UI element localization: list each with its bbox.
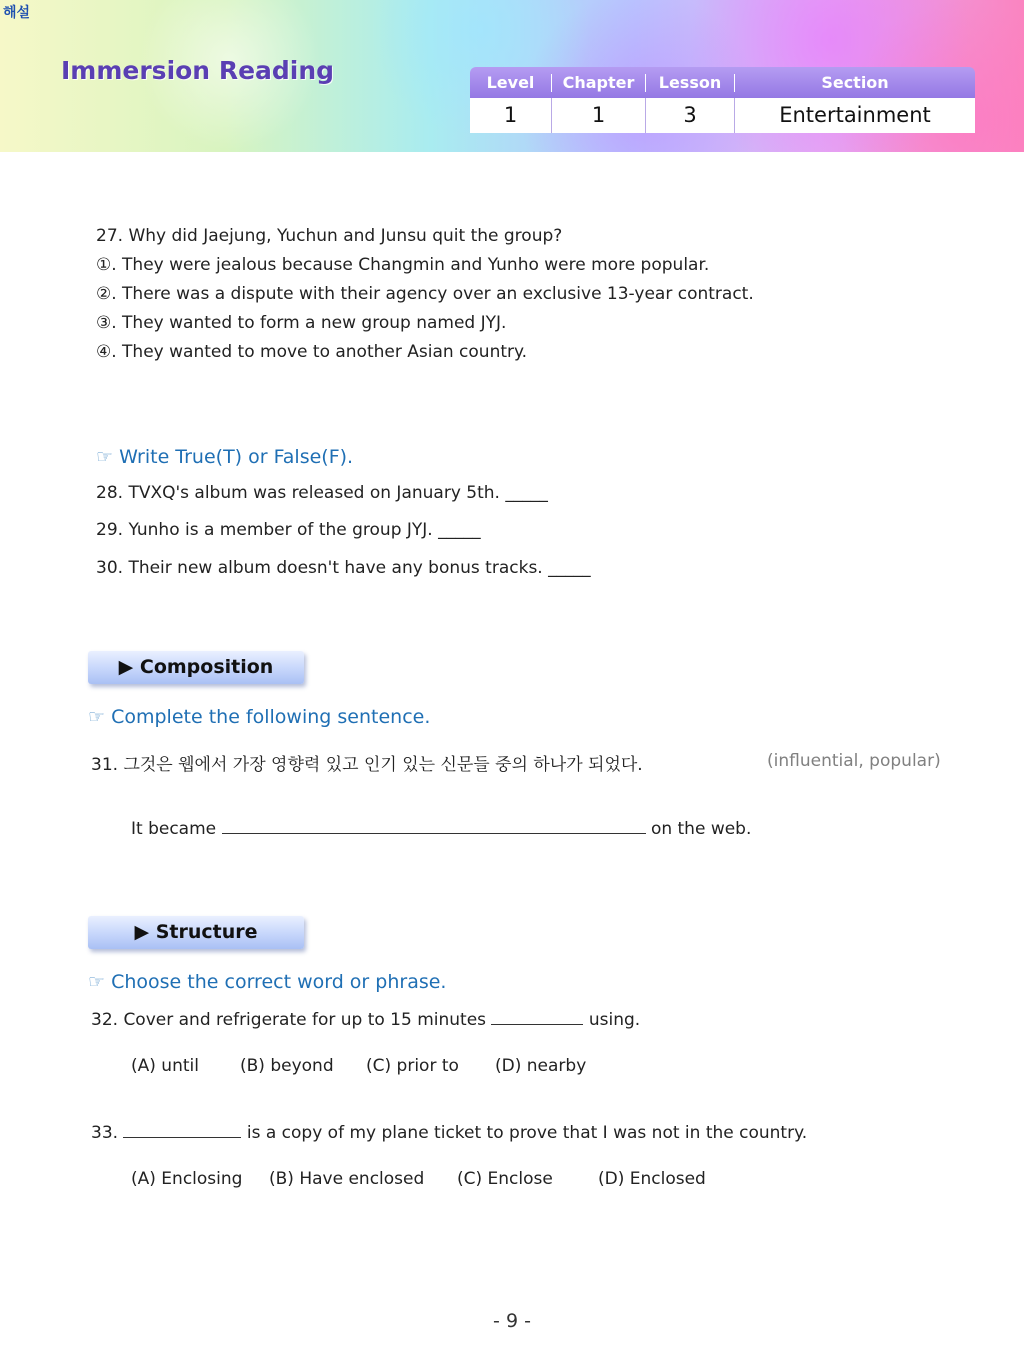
book-title: Immersion Reading — [61, 56, 335, 85]
answer-line-31 — [131, 819, 751, 839]
value-lesson: 3 — [683, 103, 697, 127]
pointing-hand-icon: ☞ — [88, 971, 106, 993]
question-32-suffix: using. — [588, 1010, 641, 1030]
col-level: Level — [486, 73, 535, 92]
question-30: 30. Their new album doesn't have any bonus tracks. _____ — [96, 558, 591, 578]
col-chapter: Chapter — [562, 73, 635, 92]
option-33-c: (C) Enclose — [457, 1169, 553, 1189]
composition-section-label: ▶ Composition — [88, 651, 304, 684]
question-31: 31. 그것은 웹에서 가장 영향력 있고 인기 있는 신문들 중의 하나가 되었다. — [91, 755, 643, 775]
option-27-4: ④. They wanted to move to another Asian country. — [96, 342, 528, 362]
option-32-a: (A) until — [131, 1056, 199, 1076]
answer-blank[interactable] — [222, 819, 646, 834]
structure-section-label: ▶ Structure — [88, 916, 304, 949]
option-33-d: (D) Enclosed — [598, 1169, 706, 1189]
question-32-prefix: 32. Cover and refrigerate for up to 15 minutes — [91, 1010, 487, 1030]
option-33-a: (A) Enclosing — [131, 1169, 243, 1189]
question-33 — [91, 1123, 807, 1143]
answer-suffix: on the web. — [650, 819, 752, 839]
pointing-hand-icon: ☞ — [88, 706, 106, 728]
answer-prefix: It became — [131, 819, 217, 839]
question-32-blank[interactable] — [491, 1010, 583, 1025]
instruction-text: Choose the correct word or phrase. — [111, 971, 447, 993]
col-section: Section — [821, 73, 889, 92]
question-28: 28. TVXQ's album was released on January 5th. _____ — [96, 483, 548, 503]
question-29: 29. Yunho is a member of the group JYJ. _____ — [96, 520, 481, 540]
info-table-values — [470, 98, 975, 133]
question-27: 27. Why did Jaejung, Yuchun and Junsu quit the group? — [96, 226, 563, 246]
answer-key-tag: 해설 — [3, 5, 31, 21]
question-31-hint: (influential, popular) — [767, 751, 941, 771]
structure-instruction — [88, 971, 446, 993]
option-32-d: (D) nearby — [495, 1056, 587, 1076]
instruction-text: Complete the following sentence. — [111, 706, 431, 728]
question-33-blank[interactable] — [123, 1123, 241, 1138]
option-27-3: ③. They wanted to form a new group named JYJ. — [96, 313, 507, 333]
header-banner — [0, 0, 1024, 152]
value-level: 1 — [503, 103, 518, 127]
instruction-text: Write True(T) or False(F). — [119, 446, 354, 468]
col-lesson: Lesson — [658, 73, 722, 92]
value-chapter: 1 — [591, 103, 606, 127]
question-33-suffix: is a copy of my plane ticket to prove that I was not in the country. — [246, 1123, 808, 1143]
pointing-hand-icon: ☞ — [96, 446, 114, 468]
option-32-b: (B) beyond — [240, 1056, 334, 1076]
question-33-prefix: 33. — [91, 1123, 119, 1143]
true-false-instruction — [96, 446, 353, 468]
question-32 — [91, 1010, 640, 1030]
option-33-b: (B) Have enclosed — [269, 1169, 425, 1189]
composition-instruction — [88, 706, 430, 728]
page-number: - 9 - — [493, 1310, 531, 1332]
value-section: Entertainment — [779, 103, 931, 127]
option-32-c: (C) prior to — [366, 1056, 459, 1076]
option-27-2: ②. There was a dispute with their agency over an exclusive 13-year contract. — [96, 284, 754, 304]
option-27-1: ①. They were jealous because Changmin and Yunho were more popular. — [96, 255, 710, 275]
info-table-header — [470, 67, 975, 98]
